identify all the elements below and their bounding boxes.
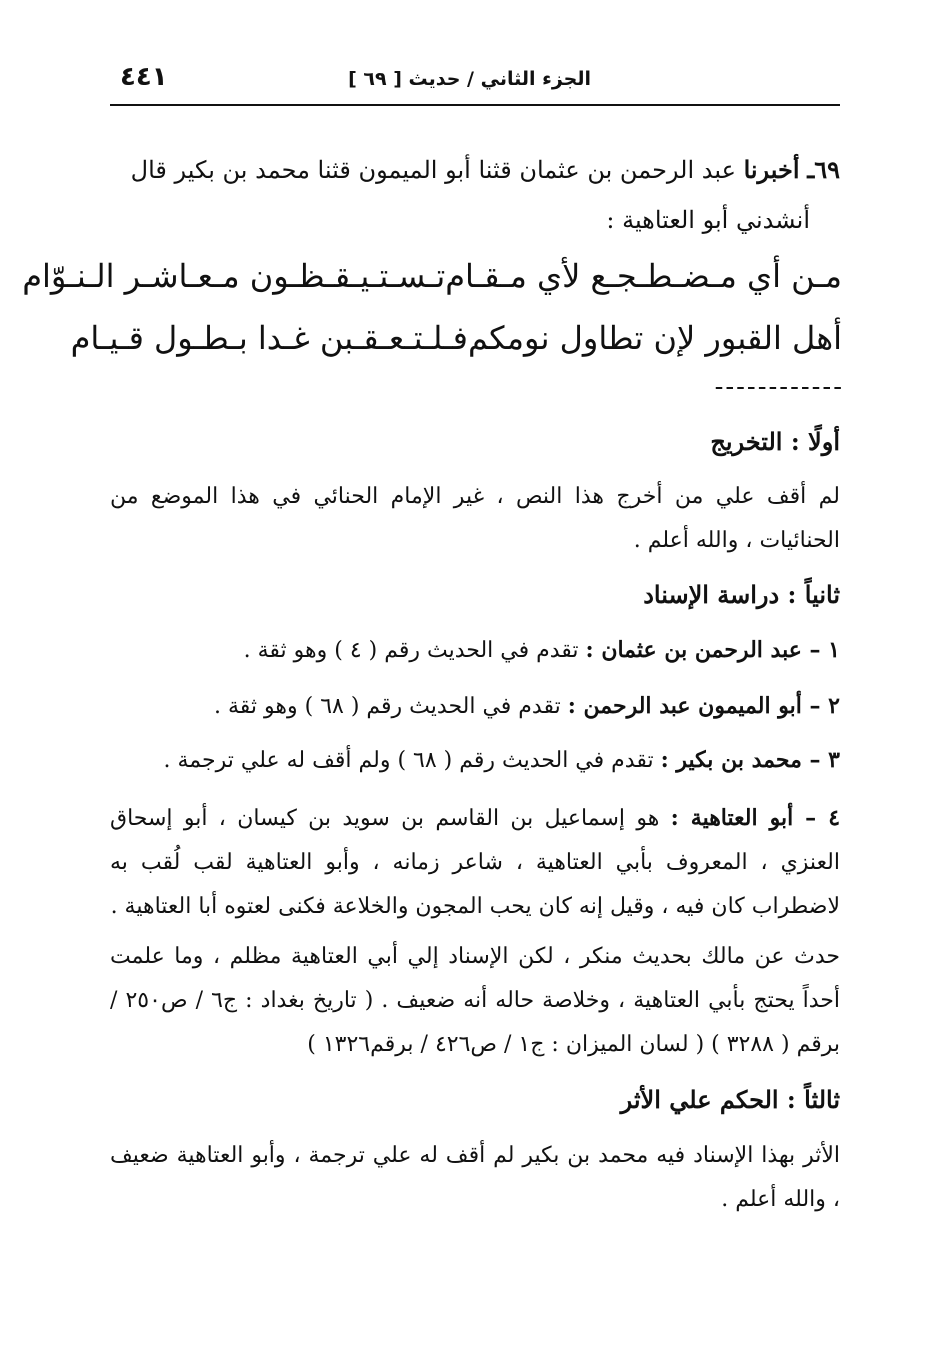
hadith-number: ٦٩ـ: [807, 155, 840, 184]
hadith-isnad: عبد الرحمن بن عثمان قثنا أبو الميمون قثنا محمد بن بكير قال: [130, 156, 736, 184]
narrator-label: ٤ – أبو العتاهية :: [670, 805, 841, 831]
narrator-label: ٢ – أبو الميمون عبد الرحمن :: [567, 693, 840, 719]
narrator-item: [110, 738, 840, 783]
narrator-text: تقدم في الحديث رقم ( ٦٨ ) وهو ثقة .: [214, 694, 561, 719]
section-heading-takhrij: أولًا : التخريج: [710, 427, 840, 456]
hadith-text: [110, 145, 840, 245]
page-header: [110, 62, 841, 102]
section-separator: ------------: [714, 372, 844, 402]
narrator-text: هو إسماعيل بن القاسم بن سويد بن كيسان ، أبو إسحاق العنزي ، المعروف بأبي العتاهية ، شاعر زمانه ، وأبو العتاهية لقب لُقب به لاضطراب كان فيه ، وقيل إنه كان يحب المجون والخلاعة فكنى لعتوه أبا العتاهية .: [110, 806, 840, 919]
takhrij-paragraph: لم أقف علي من أخرج هذا النص ، غير الإمام الحنائي في هذا الموضع من الحنائيات ، والله أعلم .: [110, 484, 840, 553]
running-title: الجزء الثاني / حديث [ ٦٩ ]: [348, 68, 591, 90]
narrator-label: ١ – عبد الرحمن بن عثمان :: [585, 637, 840, 663]
section-heading-hukm: ثالثاً : الحكم علي الأثر: [620, 1085, 840, 1114]
page-number: ٤٤١: [120, 62, 168, 92]
hadith-first-line: [110, 145, 840, 195]
narrator-label: ٣ – محمد بن بكير :: [660, 747, 840, 773]
hadith-lead-word: أخبرنا: [743, 155, 800, 184]
poem-verse: [70, 307, 842, 369]
hadith-second-line: أنشدني أبو العتاهية :: [606, 206, 810, 234]
hukm-paragraph: الأثر بهذا الإسناد فيه محمد بن بكير لم أقف له علي ترجمة ، وأبو العتاهية ضعيف ، والله أعلم .: [110, 1143, 840, 1212]
poem-verse: [22, 245, 842, 307]
verse-second-hemistich: فـلـتـعـقـبن غـدا بـطـول قـيـام: [70, 319, 468, 357]
narrator-text: تقدم في الحديث رقم ( ٦٨ ) ولم أقف له علي ترجمة .: [163, 748, 654, 773]
section-heading-isnad: ثانياً : دراسة الإسناد: [643, 580, 840, 609]
verse-first-hemistich: أهل القبور لإن تطاول نومكم: [467, 319, 842, 357]
poem: [22, 245, 842, 369]
verse-second-hemistich: تـسـتـيـقـظـون مـعـاشـر الـنـوّام: [22, 257, 446, 295]
header-rule: [110, 104, 840, 106]
narrator-item: [110, 796, 840, 929]
narrator-item: [110, 628, 840, 673]
narrator-item: [110, 684, 840, 729]
narrator-note: حدث عن مالك بحديث منكر ، لكن الإسناد إلي أبي العتاهية مظلم ، وما علمت أحداً يحتج بأبي العتاهية ، وخلاصة حاله أنه ضعيف . ( تاريخ بغداد : ج٦ / ص٢٥٠ / برقم ( ٣٢٨٨ ) ( لسان الميزان : ج١ / ص٤٢٦ / برقم١٣٢٦ ): [110, 944, 841, 1057]
verse-first-hemistich: مـن أي مـضـطـجـع لأي مـقـام: [445, 257, 842, 295]
narrator-text: تقدم في الحديث رقم ( ٤ ) وهو ثقة .: [243, 638, 579, 663]
